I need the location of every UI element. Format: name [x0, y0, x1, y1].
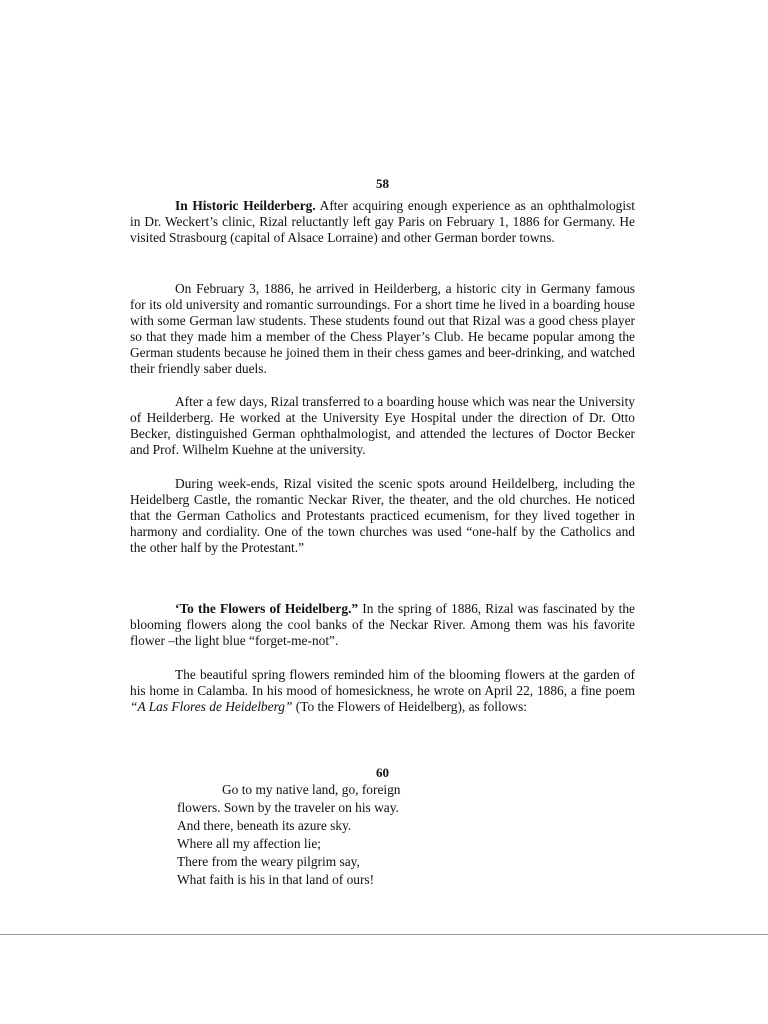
paragraph-weekends: During week-ends, Rizal visited the scenic spots around Heildelberg, including the Heidelberg Castle, the romantic Neckar River, the theater, and the old churches. He noticed that the German Catholics and Protestants practiced ecumenism, for they lived together in harmony and cordiality. One of the town churches was used “one-half by the Catholics and the other half by the Protestant.” — [130, 476, 635, 555]
paragraph-poem-intro — [130, 667, 635, 715]
paragraph-eye-hospital: After a few days, Rizal transferred to a boarding house which was near the University of Heilderberg. He worked at the University Eye Hospital under the direction of Dr. Otto Becker, distinguished German ophthalmologist, and attended the lectures of Doctor Becker and Prof. Wilhelm Kuehne at the university. — [130, 394, 635, 457]
poem-line: What faith is his in that land of ours! — [177, 872, 375, 887]
page-divider — [0, 934, 768, 935]
paragraph-text: In the spring of 1886, Rizal was fascinated by the blooming flowers along the cool banks of the Neckar River. Among them was his favorite flower –the light blue “forget-me-not”. — [130, 601, 635, 648]
paragraph-text: The beautiful spring flowers reminded him of the blooming flowers at the garden of his home in Calamba. In his mood of homesickness, he wrote on April 22, 1886, a fine poem — [130, 667, 635, 698]
poem-stanza — [177, 781, 477, 889]
poem-line: And there, beneath its azure sky. — [177, 818, 352, 833]
paragraph-flowers-of-heidelberg — [130, 601, 635, 649]
paragraph-boarding-house: On February 3, 1886, he arrived in Heilderberg, a historic city in Germany famous for its old university and romantic surroundings. For a short time he lived in a boarding house with some German law students. These students found out that Rizal was a good chess player so that they made him a member of the Chess Player’s Club. He became popular among the German students because he joined them in their chess games and beer-drinking, and watched their friendly saber duels. — [130, 281, 635, 376]
section-title-historic-heidelberg: In Historic Heilderberg. — [175, 198, 316, 213]
paragraph-heidelberg-arrival — [130, 198, 635, 246]
poem-line: Go to my native land, go, foreign — [222, 782, 401, 797]
poem-title: “A Las Flores de Heidelberg” — [130, 699, 293, 714]
poem-line: Where all my affection lie; — [177, 836, 322, 851]
page-number-60: 60 — [376, 765, 389, 780]
page-number-58: 58 — [376, 176, 389, 191]
paragraph-text: After acquiring enough experience as an ophthalmologist in Dr. Weckert’s clinic, Rizal reluctantly left gay Paris on February 1, 1886 for Germany. He visited Strasbourg (capital of Alsace Lorraine) and other German border towns. — [130, 198, 635, 245]
paragraph-text: (To the Flowers of Heidelberg), as follows: — [292, 699, 528, 714]
poem-line: flowers. Sown by the traveler on his way. — [177, 800, 399, 815]
section-title-flowers: ‘To the Flowers of Heidelberg.” — [175, 601, 359, 616]
poem-line: There from the weary pilgrim say, — [177, 854, 360, 869]
